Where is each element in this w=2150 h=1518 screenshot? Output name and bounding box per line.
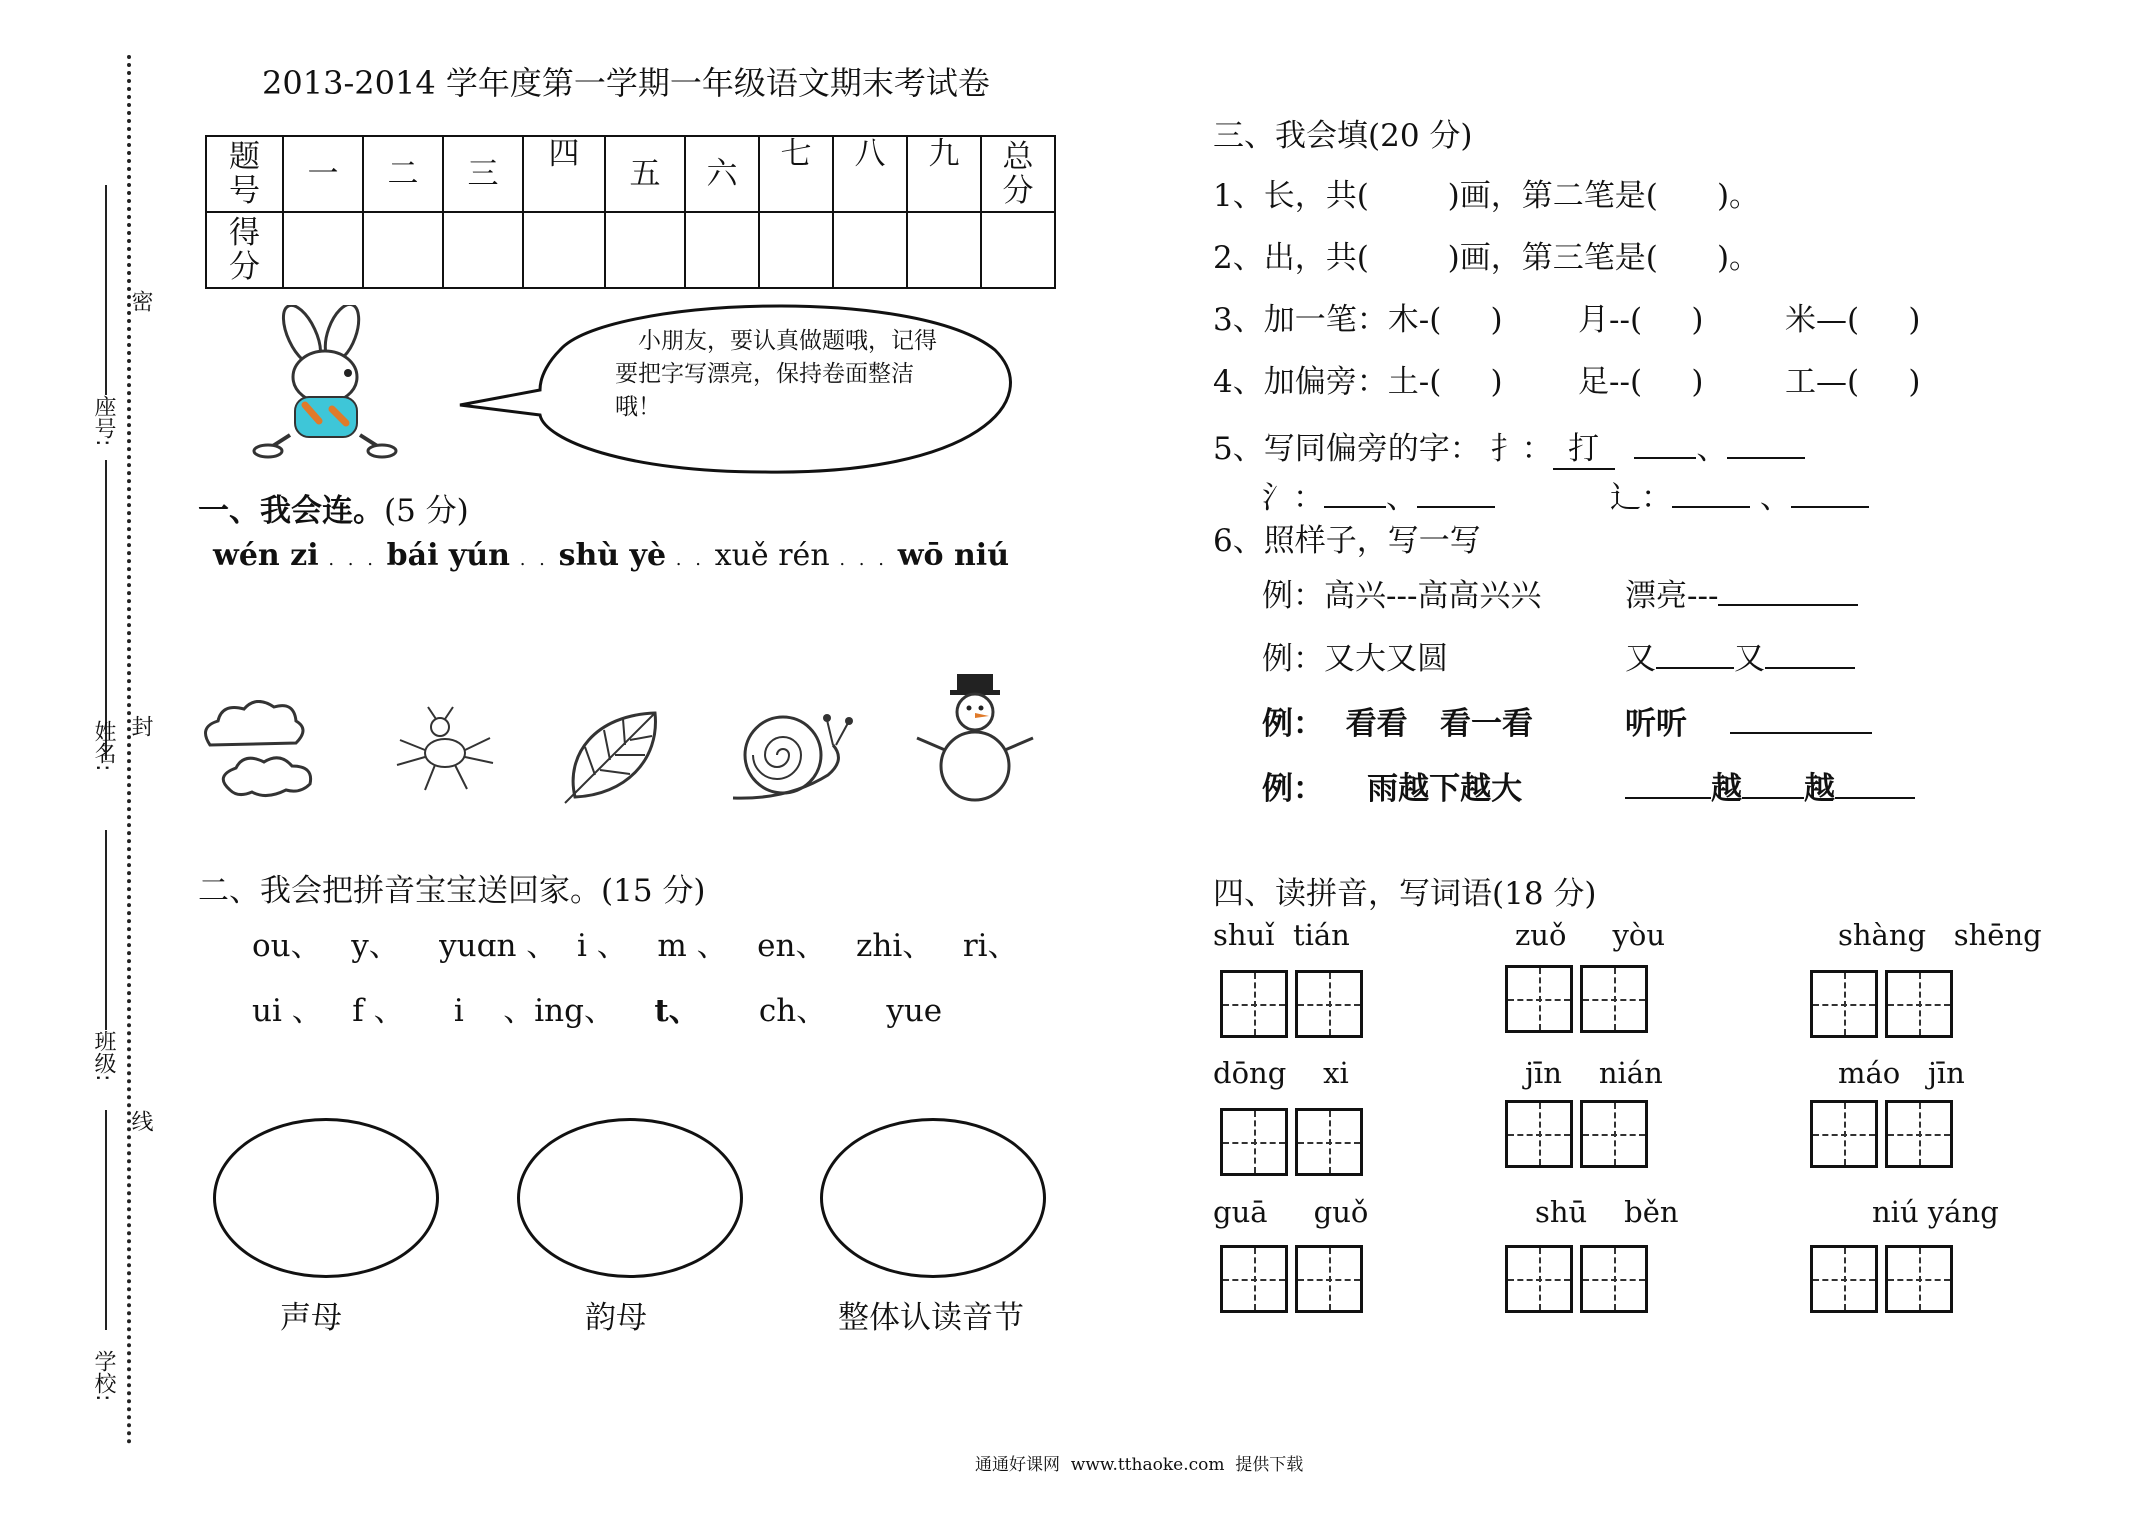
score-col-total: 总分 bbox=[981, 136, 1055, 212]
score-cell[interactable] bbox=[363, 212, 443, 288]
feng-label: 封 bbox=[128, 715, 153, 737]
footer-text: 通通好课网 www.tthaoke.com 提供下载 bbox=[975, 1455, 1304, 1475]
score-cell[interactable] bbox=[523, 212, 605, 288]
ex-blank[interactable] bbox=[1835, 768, 1915, 799]
q5-blank[interactable] bbox=[1634, 428, 1696, 459]
score-col: 九 bbox=[907, 136, 981, 212]
s3-ex3: 例： 看看 看一看 bbox=[1262, 706, 1533, 742]
ex-blank[interactable] bbox=[1765, 638, 1855, 669]
s4-pinyin: máo jīn bbox=[1838, 1056, 1965, 1090]
score-cell[interactable] bbox=[443, 212, 523, 288]
s3-q4: 4、加偏旁：土-( ) bbox=[1213, 364, 1503, 400]
pinyin-word: wō niú bbox=[897, 538, 1010, 573]
tian-grid[interactable] bbox=[1810, 1245, 1878, 1313]
s2-title: 二、我会把拼音宝宝送回家。(15 分) bbox=[198, 873, 706, 909]
score-col: 三 bbox=[443, 136, 523, 212]
s3-ex2: 例：又大又圆 bbox=[1262, 641, 1448, 677]
page-title: 2013-2014 学年度第一学期一年级语文期末考试卷 bbox=[262, 64, 990, 102]
s3-ex4: 例： 雨越下越大 bbox=[1262, 771, 1523, 807]
s4-pinyin: dōng xi bbox=[1213, 1056, 1349, 1090]
score-col: 七 bbox=[759, 136, 833, 212]
pinyin-item: y、 bbox=[351, 928, 400, 964]
pinyin-word: shù yè bbox=[558, 538, 667, 573]
s3-ex1: 例：高兴---高高兴兴 bbox=[1262, 578, 1542, 614]
pinyin-item: t、 bbox=[654, 993, 700, 1029]
s3-q3: 米—( ) bbox=[1785, 302, 1921, 338]
s3-ex1-answer: 漂亮--- bbox=[1625, 570, 1858, 615]
pinyin-item: f 、 bbox=[352, 993, 405, 1029]
score-cell[interactable] bbox=[907, 212, 981, 288]
pinyin-item: i 、 bbox=[577, 928, 628, 964]
seat-label: 座号: bbox=[91, 395, 116, 447]
class-label: 班级: bbox=[91, 1030, 116, 1082]
score-col: 五 bbox=[605, 136, 685, 212]
s3-q2: 2、出，共( )画，第三笔是( )。 bbox=[1213, 240, 1761, 276]
pinyin-item: zhi、 bbox=[856, 928, 934, 964]
score-col: 一 bbox=[283, 136, 363, 212]
tian-grid[interactable] bbox=[1220, 1108, 1288, 1176]
seat-line bbox=[105, 185, 107, 395]
s4-pinyin: shàng shēng bbox=[1838, 918, 2042, 952]
pinyin-item: yue bbox=[886, 993, 943, 1029]
s3-ex2-answer: 又 又 bbox=[1625, 633, 1855, 678]
ex-blank[interactable] bbox=[1730, 703, 1872, 734]
s2-row2 bbox=[252, 985, 942, 1030]
s4-pinyin: niú yáng bbox=[1872, 1195, 1999, 1229]
tian-grid[interactable] bbox=[1885, 1245, 1953, 1313]
snail-icon bbox=[728, 700, 863, 805]
xian-label: 线 bbox=[128, 1110, 153, 1132]
q5-blank[interactable] bbox=[1791, 477, 1869, 508]
tian-grid[interactable] bbox=[1810, 1100, 1878, 1168]
q5-example: 打 bbox=[1553, 423, 1615, 470]
score-cell[interactable] bbox=[759, 212, 833, 288]
rabbit-icon bbox=[250, 305, 400, 460]
tian-grid[interactable] bbox=[1580, 1100, 1648, 1168]
score-cell[interactable] bbox=[833, 212, 907, 288]
pinyin-item: ou、 bbox=[252, 928, 322, 964]
q5-blank[interactable] bbox=[1672, 477, 1750, 508]
pinyin-item: ch、 bbox=[758, 993, 828, 1029]
oval-label: 声母 bbox=[280, 1300, 342, 1336]
s2-row1 bbox=[252, 920, 1019, 965]
tian-grid[interactable] bbox=[1580, 1245, 1648, 1313]
s3-title: 三、我会填(20 分) bbox=[1213, 118, 1473, 154]
tian-grid[interactable] bbox=[1810, 970, 1878, 1038]
s3-q5-row3: 辶： 、 bbox=[1610, 472, 1869, 517]
tian-grid[interactable] bbox=[1295, 1245, 1363, 1313]
name-label: 姓名: bbox=[91, 720, 116, 772]
score-row-head: 题号 bbox=[206, 136, 283, 212]
oval-yunmu[interactable] bbox=[517, 1118, 743, 1278]
snowman-icon bbox=[912, 670, 1037, 805]
score-cell[interactable] bbox=[605, 212, 685, 288]
pinyin-word: bái yún bbox=[386, 538, 510, 573]
pinyin-item: yuɑn 、 bbox=[439, 928, 558, 964]
score-col: 四 bbox=[523, 136, 605, 212]
oval-zhengti[interactable] bbox=[820, 1118, 1046, 1278]
s4-pinyin: jīn nián bbox=[1525, 1056, 1663, 1090]
s3-q5: 5、写同偏旁的字： 扌： 打 、 bbox=[1213, 423, 1805, 470]
binding-dotted-line bbox=[127, 55, 131, 1445]
ex-blank[interactable] bbox=[1742, 768, 1804, 799]
oval-shengmu[interactable] bbox=[213, 1118, 439, 1278]
ex-blank[interactable] bbox=[1625, 768, 1711, 799]
score-table bbox=[205, 135, 1056, 289]
s3-q3: 3、加一笔：木-( ) bbox=[1213, 302, 1503, 338]
oval-label: 整体认读音节 bbox=[838, 1300, 1024, 1336]
school-label: 学校: bbox=[91, 1350, 116, 1402]
tian-grid[interactable] bbox=[1295, 970, 1363, 1038]
pinyin-item: i bbox=[453, 993, 464, 1029]
tian-grid[interactable] bbox=[1885, 1100, 1953, 1168]
tian-grid[interactable] bbox=[1885, 970, 1953, 1038]
pinyin-item: m 、 bbox=[657, 928, 728, 964]
tian-grid[interactable] bbox=[1220, 970, 1288, 1038]
s3-q5-row2: 氵： 、 bbox=[1262, 472, 1495, 517]
tian-grid[interactable] bbox=[1580, 965, 1648, 1033]
tian-grid[interactable] bbox=[1295, 1108, 1363, 1176]
s4-pinyin: zuǒ yòu bbox=[1515, 918, 1666, 952]
s4-pinyin: shuǐ tián bbox=[1213, 918, 1350, 952]
class-line bbox=[105, 830, 107, 1030]
s3-q4: 工—( ) bbox=[1785, 364, 1921, 400]
tian-grid[interactable] bbox=[1505, 965, 1573, 1033]
s3-q6-title: 6、照样子，写一写 bbox=[1213, 523, 1481, 559]
score-cell[interactable] bbox=[685, 212, 759, 288]
leaf-icon bbox=[555, 705, 670, 805]
pinyin-word: wén zi bbox=[213, 538, 319, 573]
ex-blank[interactable] bbox=[1718, 575, 1858, 606]
s3-q4: 足--( ) bbox=[1578, 364, 1704, 400]
score-col: 八 bbox=[833, 136, 907, 212]
pinyin-item: 、ing、 bbox=[503, 993, 615, 1029]
s1-pinyin-row: wén zi . . . bái yún . . shù yè . . xuě rén . . . wō niú bbox=[213, 538, 1010, 573]
cloud-icon bbox=[195, 700, 330, 805]
s3-q1: 1、长，共( )画，第二笔是( )。 bbox=[1213, 178, 1761, 214]
score-col: 二 bbox=[363, 136, 443, 212]
s4-pinyin: shū běn bbox=[1535, 1195, 1679, 1229]
pinyin-item: ui 、 bbox=[252, 993, 323, 1029]
score-col: 六 bbox=[685, 136, 759, 212]
pinyin-item: ri、 bbox=[962, 928, 1019, 964]
bug-icon bbox=[390, 705, 500, 795]
speech-text: 小朋友，要认真做题哦，记得要把字写漂亮，保持卷面整洁哦！ bbox=[615, 328, 937, 420]
s4-pinyin: guā guǒ bbox=[1213, 1195, 1369, 1229]
pinyin-word: xuě rén bbox=[714, 538, 830, 573]
name-line bbox=[105, 460, 107, 760]
q5-blank[interactable] bbox=[1417, 477, 1495, 508]
score-cell[interactable] bbox=[283, 212, 363, 288]
s3-ex4-answer: 越 越 bbox=[1625, 763, 1915, 808]
s4-title: 四、读拼音，写词语(18 分) bbox=[1213, 876, 1597, 912]
mi-label: 密 bbox=[128, 290, 153, 312]
ex-blank[interactable] bbox=[1656, 638, 1734, 669]
tian-grid[interactable] bbox=[1220, 1245, 1288, 1313]
q5-blank[interactable] bbox=[1324, 477, 1386, 508]
score-row-head: 得分 bbox=[206, 212, 283, 288]
s3-ex3-answer: 听听 bbox=[1625, 698, 1872, 743]
school-line bbox=[105, 1110, 107, 1330]
oval-label: 韵母 bbox=[585, 1300, 647, 1336]
q5-blank[interactable] bbox=[1727, 428, 1805, 459]
tian-grid[interactable] bbox=[1505, 1100, 1573, 1168]
pinyin-item: en、 bbox=[757, 928, 827, 964]
s3-q3: 月--( ) bbox=[1578, 302, 1704, 338]
tian-grid[interactable] bbox=[1505, 1245, 1573, 1313]
score-cell[interactable] bbox=[981, 212, 1055, 288]
s1-title: 一、我会连。(5 分) bbox=[198, 493, 469, 529]
